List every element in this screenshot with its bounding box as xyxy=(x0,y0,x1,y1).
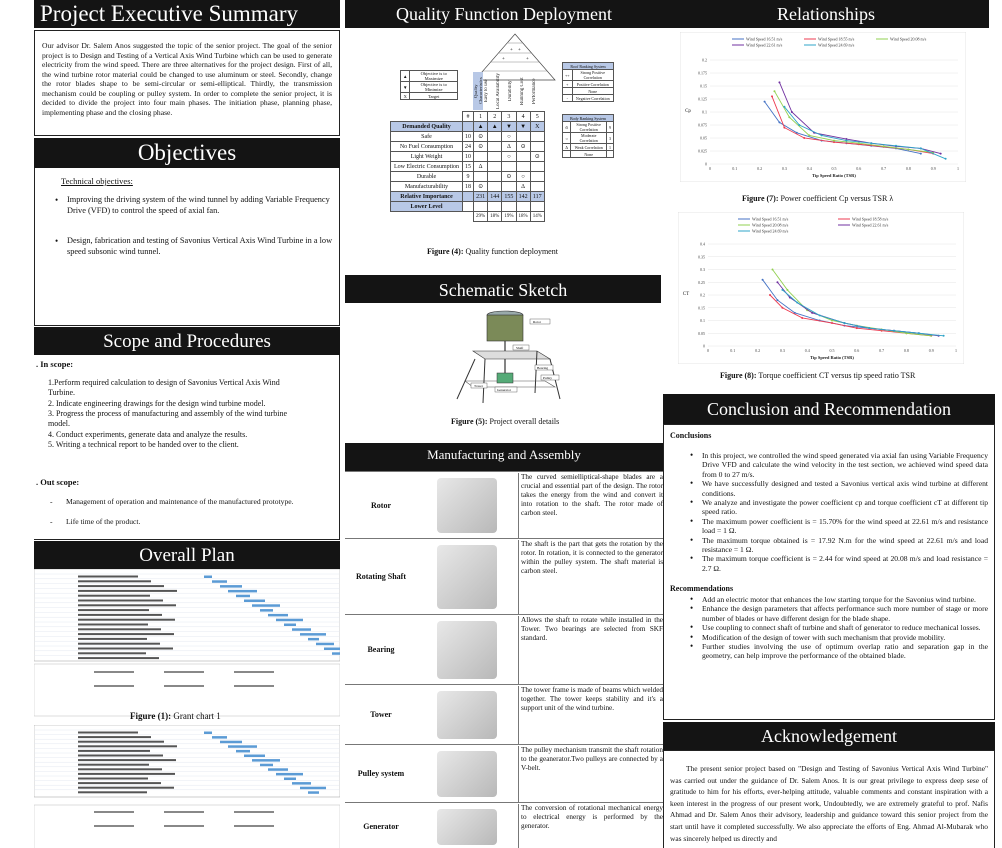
x-tick-label: 1 xyxy=(955,348,957,353)
power-coefficient-chart xyxy=(680,32,966,182)
qfd-direction-legend: ▲ Objective is to Maximize ▼ Objective is to Minimize X Target xyxy=(400,70,458,100)
component-name: Bearing xyxy=(367,645,395,654)
component-description: The shaft is the part that gets the rotation by the rotor. In rotation, it is connected to the generator within the pulley system. The shaft material is carbon steel. xyxy=(518,540,663,615)
in-scope-item: 4. Conduct experiments, generate data and analyze the results. xyxy=(48,429,248,439)
acknowledgement-header: Acknowledgement xyxy=(663,722,995,750)
y-tick-label: 0.2 xyxy=(700,292,705,298)
conclusion-item: • In this project, we controlled the wind speed generated via axial fan using Variable Frequency Drive VFD and calculate the wind velocity in the test section, we achieved wind speed data from 0 to 27 m/s. xyxy=(688,451,988,479)
x-tick-label: 0.3 xyxy=(781,166,787,171)
data-point xyxy=(945,158,947,160)
data-point xyxy=(811,312,813,314)
x-tick-label: 0 xyxy=(709,166,711,171)
in-scope-title: . In scope: xyxy=(36,359,74,369)
label-generator: Generator xyxy=(497,388,511,392)
manufacturing-row xyxy=(345,802,663,848)
data-point xyxy=(762,279,764,281)
label-rotor: Rotor xyxy=(533,320,541,324)
data-point xyxy=(773,90,775,92)
label-bearing: Bearing xyxy=(537,366,549,370)
recommendations-title: Recommendations xyxy=(670,584,734,593)
qfd-col-headers: Quality Characteristics Easy to use Local Availability Durability Running Cost Performance xyxy=(473,73,537,109)
x-tick-label: 0.9 xyxy=(928,348,934,353)
acknowledgement-box xyxy=(663,750,995,848)
qfd-figure xyxy=(390,32,622,240)
y-tick-label: 0.15 xyxy=(700,83,707,89)
x-tick-label: 0.3 xyxy=(779,348,785,353)
figure-4-caption: Figure (4): Quality function deployment xyxy=(427,247,558,256)
summary-text: Our advisor Dr. Salem Anos suggested the topic of the senior project. The goal of the senior project is to Design and Testing of a Vertical Axis Wind Turbine which can be used to generate electricity from the wind speed. There are three alternatives for the project design. First of all, the wind turbine rotor material could be changed to use aluminum or steel. Secondly, change the rotor blades shape to be semi-circular or semi-elliptical. Thirdly, the transmission mechanism could be coupling or pulley system. In order to complete the senior project, it is decided to divide the project into four main phases. The initiation phase, planning phase, implementing phase and the closing phase. xyxy=(42,41,332,117)
y-tick-label: 0 xyxy=(703,343,705,349)
label-tower: Tower xyxy=(474,384,483,388)
recommendation-item: • Modification of the design of tower with such mechanism that provide mobility. xyxy=(688,633,988,642)
data-point xyxy=(845,140,847,142)
manufacturing-row xyxy=(345,538,663,614)
component-name: Generator xyxy=(363,822,399,831)
y-tick-label: 0.05 xyxy=(700,135,707,141)
data-point xyxy=(776,281,778,283)
gantt-chart-2 xyxy=(34,725,340,848)
component-name: Pulley system xyxy=(357,769,405,778)
conclusion-item: • The maximum torque obtained is = 17.92 N.m for the wind speed at 22.61 m/s and load resistance = 1 Ω. xyxy=(688,536,988,555)
qfd-row: Manufacturability 18 ⊙ Δ xyxy=(391,182,545,192)
data-point xyxy=(783,127,785,129)
in-scope-item: 1.Perform required calculation to design of Savonius Vertical Axis Wind Turbine. xyxy=(48,378,280,397)
plan-header: Overall Plan xyxy=(34,541,340,569)
summary-header: Project Executive Summary xyxy=(34,0,340,28)
scope-box xyxy=(34,355,340,540)
data-point xyxy=(893,330,895,332)
data-point xyxy=(895,145,897,147)
legend-label: Wind Speed 16.51 m/s xyxy=(752,216,789,222)
manufacturing-row xyxy=(345,744,663,802)
out-scope-title: . Out scope: xyxy=(36,477,80,487)
data-point xyxy=(843,322,845,324)
x-tick-label: 0.4 xyxy=(804,348,810,353)
data-point xyxy=(920,147,922,149)
manufacturing-row xyxy=(345,471,663,538)
data-point xyxy=(776,299,778,301)
data-point xyxy=(856,327,858,329)
objectives-header: Objectives xyxy=(34,138,340,168)
component-image xyxy=(437,691,497,739)
x-tick-label: 0.8 xyxy=(905,166,911,171)
objectives-list xyxy=(53,195,333,257)
qfd-row: No Fuel Consumption 24 ⊙ Δ ⊙ xyxy=(391,142,545,152)
schematic-header: Schematic Sketch xyxy=(345,275,661,303)
x-axis-label: Tip Speed Ratio (TSR) xyxy=(812,173,856,178)
data-point xyxy=(801,317,803,319)
in-scope-item: 2. Indicate engineering drawings for the design wind turbine model. xyxy=(48,398,266,408)
x-tick-label: 1 xyxy=(957,166,959,171)
x-tick-label: 0.2 xyxy=(755,348,761,353)
conclusions-list xyxy=(688,451,988,573)
torque-coefficient-chart xyxy=(678,212,964,364)
data-point xyxy=(821,134,823,136)
legend-label: Wind Speed 18.58 m/s xyxy=(852,216,889,222)
objective-item: • Design, fabrication and testing of Savonius Vertical Axis Wind Turbine in a low speed subsonic wind tunnel. xyxy=(53,236,333,257)
data-point xyxy=(771,95,773,97)
legend-label: Wind Speed 24.69 m/s xyxy=(752,228,789,234)
out-scope-item: - Life time of the product. xyxy=(36,517,336,526)
qfd-row: Light Weight 10 ○ ⊙ xyxy=(391,152,545,162)
data-point xyxy=(819,314,821,316)
legend-label: Wind Speed 22.61 m/s xyxy=(852,222,889,228)
y-tick-label: 0.1 xyxy=(702,109,707,115)
acknowledgement-text: The present senior project based on "Design and Testing of Savonius Vertical Axis Wind Turbine" was carried out under the guidance of Dr. Salem Anos. It is our great privilege to express deep sese of gratitude to him for his efforts, ever-helping attitude, valuable comments and constant inspiration with a keen interest in the progress of our present work, Undoubtedly, we are extremely grateful to prof. Nafis Ahmad and Dr. Salem Anos their advisory, leadership and guidance toward this senior project from the start until have it completed successfully. We also appreciate the efforts of Eng. Ahmad Al-Mubarak who was sincerely helped us directly and xyxy=(670,764,988,843)
data-point xyxy=(781,289,783,291)
schematic-drawing xyxy=(345,303,663,413)
qfd-row: Low Electric Consumption 15 Δ xyxy=(391,162,545,172)
data-point xyxy=(943,335,945,337)
manufacturing-table xyxy=(345,471,663,848)
recommendation-item: • Use coupling to connect shaft of turbine and shaft of generator to reduce mechanical losses. xyxy=(688,623,988,632)
data-point xyxy=(791,111,793,113)
component-image xyxy=(437,478,497,533)
scope-header: Scope and Procedures xyxy=(34,327,340,355)
y-axis-label: Cp xyxy=(685,109,691,114)
data-point xyxy=(796,302,798,304)
x-tick-label: 0.5 xyxy=(829,348,835,353)
recommendation-item: • Enhance the design parameters that affects performance such more number of stage or more number of blades or have different design for the blade shape. xyxy=(688,604,988,623)
data-point xyxy=(920,153,922,155)
data-point xyxy=(905,332,907,334)
data-point xyxy=(868,327,870,329)
figure-1-caption: Figure (1): Grant chart 1 xyxy=(130,711,221,721)
relationships-header: Relationships xyxy=(663,0,989,28)
x-tick-label: 0.9 xyxy=(930,166,936,171)
qfd-matrix: # 1 2 3 4 5 Demanded Quality ▲ ▲ ▼ ▼ X Safe 10 ⊙ ○ No Fuel Consumption 24 ⊙ Δ ⊙ Light Weight 10 ○ ⊙ Low Electric Consumption 15 Δ Durable 9 ⊙ ○ Manufacturability 18 ⊙ Δ Relative Importance 231 144 155 142 117 Lower Level 29% 18% 19% 18% 14% xyxy=(390,111,545,222)
x-tick-label: 0.7 xyxy=(879,348,885,353)
x-tick-label: 0.4 xyxy=(806,166,812,171)
y-tick-label: 0.3 xyxy=(700,267,705,272)
figure-5-caption: Figure (5): Project overall details xyxy=(451,417,560,426)
x-tick-label: 0 xyxy=(707,348,709,353)
in-scope-item: 3. Progress the process of manufacturing and assembly of the wind turbine model. xyxy=(48,409,288,429)
manufacturing-row xyxy=(345,614,663,684)
x-tick-label: 0.6 xyxy=(856,166,862,171)
component-description: The curved semielliptical-shape blades are a crucial and essential part of the design. The rotor takes the energy from the wind and convert it into rotation to the shaft. The rotor made of carbon steel. xyxy=(518,473,663,539)
figure-7-caption: Figure (7): Power coefficient Cp versus TSR λ xyxy=(742,194,894,203)
data-point xyxy=(786,289,788,291)
data-point xyxy=(783,106,785,108)
x-tick-label: 0.5 xyxy=(831,166,837,171)
objectives-box xyxy=(34,168,340,326)
qfd-row: Safe 10 ⊙ ○ xyxy=(391,132,545,142)
y-tick-label: 0.35 xyxy=(698,254,705,260)
x-tick-label: 0.2 xyxy=(757,166,763,171)
qfd-roof-legend: Roof Ranking System ++ Strong Positive Correlation + Positive Correlation None - Negative Correlation xyxy=(562,62,614,102)
data-point xyxy=(798,124,800,126)
plan-box xyxy=(34,569,340,848)
data-point xyxy=(918,332,920,334)
qfd-row: Durable 9 ⊙ ○ xyxy=(391,172,545,182)
conclusion-item: • The maximum torque coefficient is = 2.44 for wind speed at 20.08 m/s and load resistance = 2.7 Ω. xyxy=(688,554,988,573)
y-tick-label: 0.1 xyxy=(700,318,705,323)
conclusion-item: • We analyze and investigate the power coefficient cp and torque coefficient cT at different tip speed ratio. xyxy=(688,498,988,517)
component-image xyxy=(437,621,497,679)
data-point xyxy=(778,121,780,123)
legend-label: Wind Speed 16.51 m/s xyxy=(746,36,783,42)
data-point xyxy=(858,142,860,144)
y-tick-label: 0.025 xyxy=(698,148,707,154)
qfd-body-legend: Body Ranking System ⊙ Strong Positive Correlation 9 ○ Moderate Correlation 3 Δ Weak Correlation 1 None xyxy=(562,114,614,158)
y-tick-label: 0.25 xyxy=(698,279,705,285)
component-image xyxy=(437,751,497,797)
conclusion-item: • The maximum power coefficient is = 15.70% for the wind speed at 22.61 m/s and resistance load = 1 Ω. xyxy=(688,517,988,536)
legend-label: Wind Speed 24.69 m/s xyxy=(818,42,855,48)
objective-item: • Improving the driving system of the wind tunnel by adding Variable Frequency Drive (VFD) to control the speed of axial fan. xyxy=(53,195,333,216)
recommendation-item: • Further studies involving the use of optimum overlap ratio and separation gap in the geometry, can help improve the performance of the obtained blade. xyxy=(688,642,988,661)
recommendations-list xyxy=(688,595,988,661)
qfd-header: Quality Function Deployment xyxy=(345,0,663,28)
manufacturing-header: Manufacturing and Assembly xyxy=(345,443,663,471)
legend-label: Wind Speed 20.08 m/s xyxy=(890,36,927,42)
data-point xyxy=(769,294,771,296)
schematic-box xyxy=(345,303,663,443)
data-point xyxy=(764,101,766,103)
y-tick-label: 0.15 xyxy=(698,305,705,311)
component-name: Tower xyxy=(370,710,392,719)
manufacturing-row xyxy=(345,684,663,744)
x-tick-label: 0.6 xyxy=(854,348,860,353)
data-point xyxy=(883,145,885,147)
label-shaft: Shaft xyxy=(516,346,524,350)
figure-8-caption: Figure (8): Torque coefficient CT versus tip speed ratio TSR xyxy=(720,371,916,380)
data-point xyxy=(781,307,783,309)
data-point xyxy=(870,142,872,144)
component-description: Allows the shaft to rotate while installed in the Tower. Two bearings are selected from SKF standard. xyxy=(518,616,663,685)
objectives-heading: Technical objectives: xyxy=(61,176,133,186)
x-axis-label: Tip Speed Ratio (TSR) xyxy=(810,355,854,360)
y-tick-label: 0.2 xyxy=(702,57,707,63)
y-tick-label: 0.125 xyxy=(698,96,707,102)
legend-label: Wind Speed 22.61 m/s xyxy=(746,42,783,48)
x-tick-label: 0.7 xyxy=(881,166,887,171)
component-name: Rotor xyxy=(371,500,391,510)
label-pulley: Pulley xyxy=(543,376,552,380)
svg-text:+: + xyxy=(502,57,505,62)
chart-frame xyxy=(680,32,966,182)
y-tick-label: 0.05 xyxy=(698,330,705,336)
component-description: The conversion of rotational mechanical energy to electrical energy is performed by the generator. xyxy=(518,804,663,848)
x-tick-label: 0.8 xyxy=(903,348,909,353)
svg-text:+: + xyxy=(518,48,521,53)
data-point xyxy=(907,148,909,150)
x-tick-label: 0.1 xyxy=(730,348,736,353)
legend-label: Wind Speed 20.08 m/s xyxy=(752,222,789,228)
component-image xyxy=(437,809,497,845)
data-point xyxy=(788,116,790,118)
out-scope-list xyxy=(36,497,336,535)
component-image xyxy=(437,545,497,609)
data-point xyxy=(833,140,835,142)
y-tick-label: 0 xyxy=(705,161,707,167)
x-tick-label: 0.1 xyxy=(732,166,738,171)
chart-frame xyxy=(678,212,964,364)
data-point xyxy=(778,81,780,83)
summary-box xyxy=(34,30,340,136)
y-axis-label: CT xyxy=(682,292,690,297)
conclusion-item: • We have successfully designed and tested a Savonius vertical axis wind turbine at different conditions. xyxy=(688,479,988,498)
svg-text:+: + xyxy=(510,48,513,53)
component-description: The pulley mechanism transmit the shaft rotation to the geanerator.Two pulleys are connected by a V-belt. xyxy=(518,746,663,803)
conclusions-title: Conclusions xyxy=(670,431,712,440)
svg-text:+: + xyxy=(526,57,529,62)
in-scope-item: 5. Writing a technical report to be handed over to the client. xyxy=(48,439,239,449)
conclusion-box xyxy=(663,424,995,720)
legend-label: Wind Speed 18.55 m/s xyxy=(818,36,855,42)
data-point xyxy=(940,153,942,155)
component-description: The tower frame is made of beams which welded together. The tower keeps stability and it's a support unit of the wind turbine. xyxy=(518,686,663,745)
data-point xyxy=(808,134,810,136)
y-tick-label: 0.4 xyxy=(700,241,705,247)
recommendation-item: • Add an electric motor that enhances the low starting torque for the Savonius wind turbine. xyxy=(688,595,988,604)
data-point xyxy=(771,269,773,271)
component-name: Rotating Shaft xyxy=(355,572,406,581)
y-tick-label: 0.175 xyxy=(698,70,707,76)
y-tick-label: 0.075 xyxy=(698,122,707,128)
out-scope-item: - Management of operation and maintenance of the manufactured prototype. xyxy=(36,497,336,506)
in-scope-list xyxy=(48,378,298,450)
conclusion-header: Conclusion and Recommendation xyxy=(663,394,995,424)
data-point xyxy=(803,137,805,139)
data-point xyxy=(831,322,833,324)
